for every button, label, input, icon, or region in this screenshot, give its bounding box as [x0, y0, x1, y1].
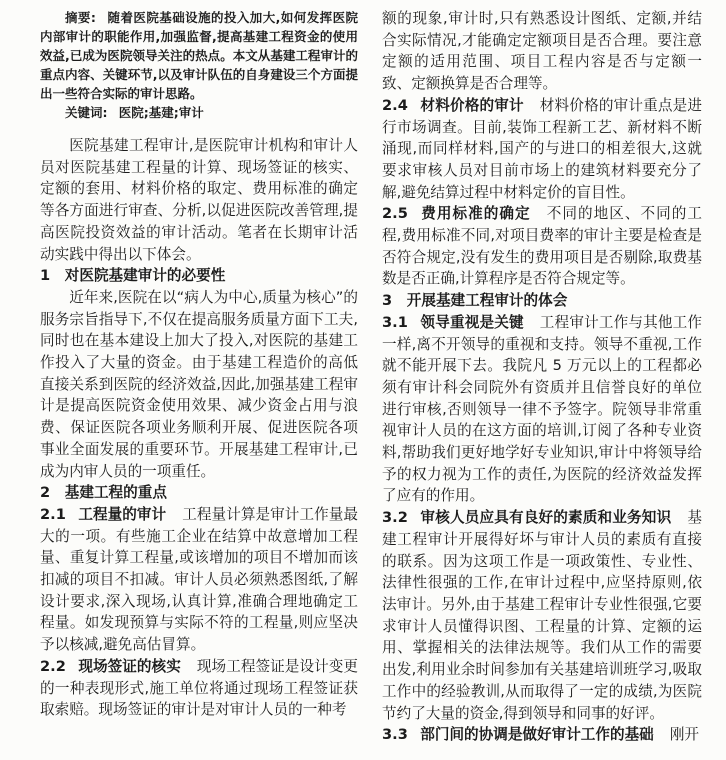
subsection-2-1-number: 2.1	[40, 505, 66, 523]
abstract-paragraph	[40, 8, 358, 103]
subsection-2-2-body: 现场工程签证是设计变更的一种表现形式,施工单位将通过现场工程签证获取索赔。现场签证的审计是对审计人员的一种考	[40, 657, 358, 719]
subsection-2-4-number: 2.4	[382, 96, 408, 114]
subsection-3-1-body: 工程审计工作与其他工作一样,离不开领导的重视和支持。领导不重视,工作就不能开展下去。我院凡 5 万元以上的工程都必须有审计科会同院外有资质并且信誉良好的单位进行审核,否则领导一律不予签字。院领导非常重视审计人员的在这方面的培训,订阅了各种专业资料,帮助我们更好地学好专业知识,审计中将领导给予的权力视为工作的责任,为医院的经济效益发挥了应有的作用。	[382, 313, 702, 505]
section-1-paragraph: 近年来,医院在以“病人为中心,质量为核心”的服务宗旨指导下,不仅在提高服务质量方面下工夫,同时也在基本建设上加大了投入,对医院的基建工作投入了大量的资金。由于基建工程造价的高低直接关系到医院的经济效益,因此,加强基建工程审计是提高医院资金使用效果、减少资金占用与浪费、保证医院各项业务顺利开展、促进医院各项事业全面发展的重要环节。开展基建工程审计,已成为内审人员的一项重任。	[40, 288, 358, 480]
left-body-text	[40, 135, 358, 721]
subsection-2-5-body: 不同的地区、不同的工程,费用标准不同,对项目费率的审计主要是检查是否符合规定,没有发生的费用项目是否剔除,取费基数是否正确,计算程序是否符合规定等。	[382, 205, 702, 288]
subsection-2-2-title: 现场签证的核实	[78, 657, 181, 675]
subsection-3-2-number: 3.2	[382, 509, 408, 527]
right-column	[382, 8, 702, 746]
subsection-3-1-title: 领导重视是关键	[420, 313, 524, 331]
subsection-3-3-title: 部门间的协调是做好审计工作的基础	[420, 726, 654, 744]
keywords-line	[40, 103, 358, 122]
subsection-3-3-body: 刚开	[669, 726, 700, 744]
section-1-number: 1	[40, 267, 51, 285]
section-3-title: 开展基建工程审计的体会	[406, 292, 568, 310]
left-column	[40, 8, 358, 721]
subsection-2-1-body: 工程量计算是审计工作量最大的一项。有些施工企业在结算中故意增加工程量、重复计算工程量,或该增加的项目不增加而该扣减的项目不扣减。审计人员必须熟悉图纸,了解设计要求,深入现场,认真计算,准确合理地确定工程量。如发现预算与实际不符的工程量,则应坚决予以核减,避免高估冒算。	[40, 505, 358, 654]
subsection-2-4-body: 材料价格的审计重点是进行市场调查。目前,装饰工程新工艺、新材料不断涌现,而同样材料,国产的与进口的相差很大,这就要求审核人员对目前市场上的建筑材料要充分了解,避免结算过程中材料定价的盲目性。	[382, 96, 702, 201]
abstract-label: 摘要:	[65, 10, 96, 25]
right-body-text	[382, 8, 702, 746]
section-3-number: 3	[382, 292, 393, 310]
subsection-3-3	[382, 724, 702, 746]
section-1-title: 对医院基建审计的必要性	[64, 267, 226, 285]
subsection-2-2	[40, 656, 358, 721]
subsection-3-2-title: 审核人员应具有良好的素质和业务知识	[420, 509, 672, 527]
subsection-3-3-number: 3.3	[382, 726, 408, 744]
subsection-2-5	[382, 203, 702, 290]
subsection-2-4	[382, 95, 702, 204]
section-3-heading	[382, 290, 702, 312]
subsection-3-2	[382, 507, 702, 724]
abstract-text: 随着医院基础设施的投入加大,如何发挥医院内部审计的职能作用,加强监督,提高基建工程资金的使用效益,已成为医院领导关注的热点。本文从基建工程审计的重点内容、关键环节,以及审计队伍的自身建设三个方面提出一些符合实际的审计思路。	[40, 10, 359, 101]
subsection-2-5-title: 费用标准的确定	[420, 205, 531, 223]
abstract-block	[40, 8, 358, 122]
keywords-text: 医院;基建;审计	[118, 105, 204, 120]
keywords-label: 关键词:	[65, 105, 108, 120]
subsection-2-5-number: 2.5	[382, 205, 408, 223]
subsection-2-2-number: 2.2	[40, 657, 66, 675]
subsection-2-1-title: 工程量的审计	[78, 505, 167, 523]
subsection-2-1	[40, 504, 358, 656]
subsection-3-1	[382, 312, 702, 507]
subsection-2-3-continuation: 额的现象,审计时,只有熟悉设计图纸、定额,并结合实际情况,才能确定定额项目是否合理。要注意定额的适用范围、项目工程内容是否与定额一致、定额换算是否合理等。	[382, 10, 702, 93]
subsection-2-4-title: 材料价格的审计	[420, 96, 524, 114]
section-1-heading	[40, 265, 358, 287]
intro-paragraph: 医院基建工程审计,是医院审计机构和审计人员对医院基建工程量的计算、现场签证的核实、定额的套用、材料价格的取定、费用标准的确定等各方面进行审查、分析,以促进医院改善管理,提高医院投资效益的审计活动。笔者在长期审计活动实践中得出以下体会。	[40, 137, 358, 263]
subsection-3-2-body: 基建工程审计开展得好坏与审计人员的素质有直接的联系。因为这项工作是一项政策性、专业性、法律性很强的工作,在审计过程中,应坚持原则,依法审计。另外,由于基建工程审计专业性很强,它要求审计人员懂得识图、工程量的计算、定额的运用、掌握相关的法律法规等。我们从工作的需要出发,利用业余时间参加有关基建培训班学习,吸取工作中的经验教训,从而取得了一定的成绩,为医院节约了大量的资金,得到领导和同事的好评。	[382, 509, 702, 722]
section-2-title: 基建工程的重点	[64, 484, 167, 502]
section-2-number: 2	[40, 484, 51, 502]
section-2-heading	[40, 482, 358, 504]
subsection-3-1-number: 3.1	[382, 313, 408, 331]
